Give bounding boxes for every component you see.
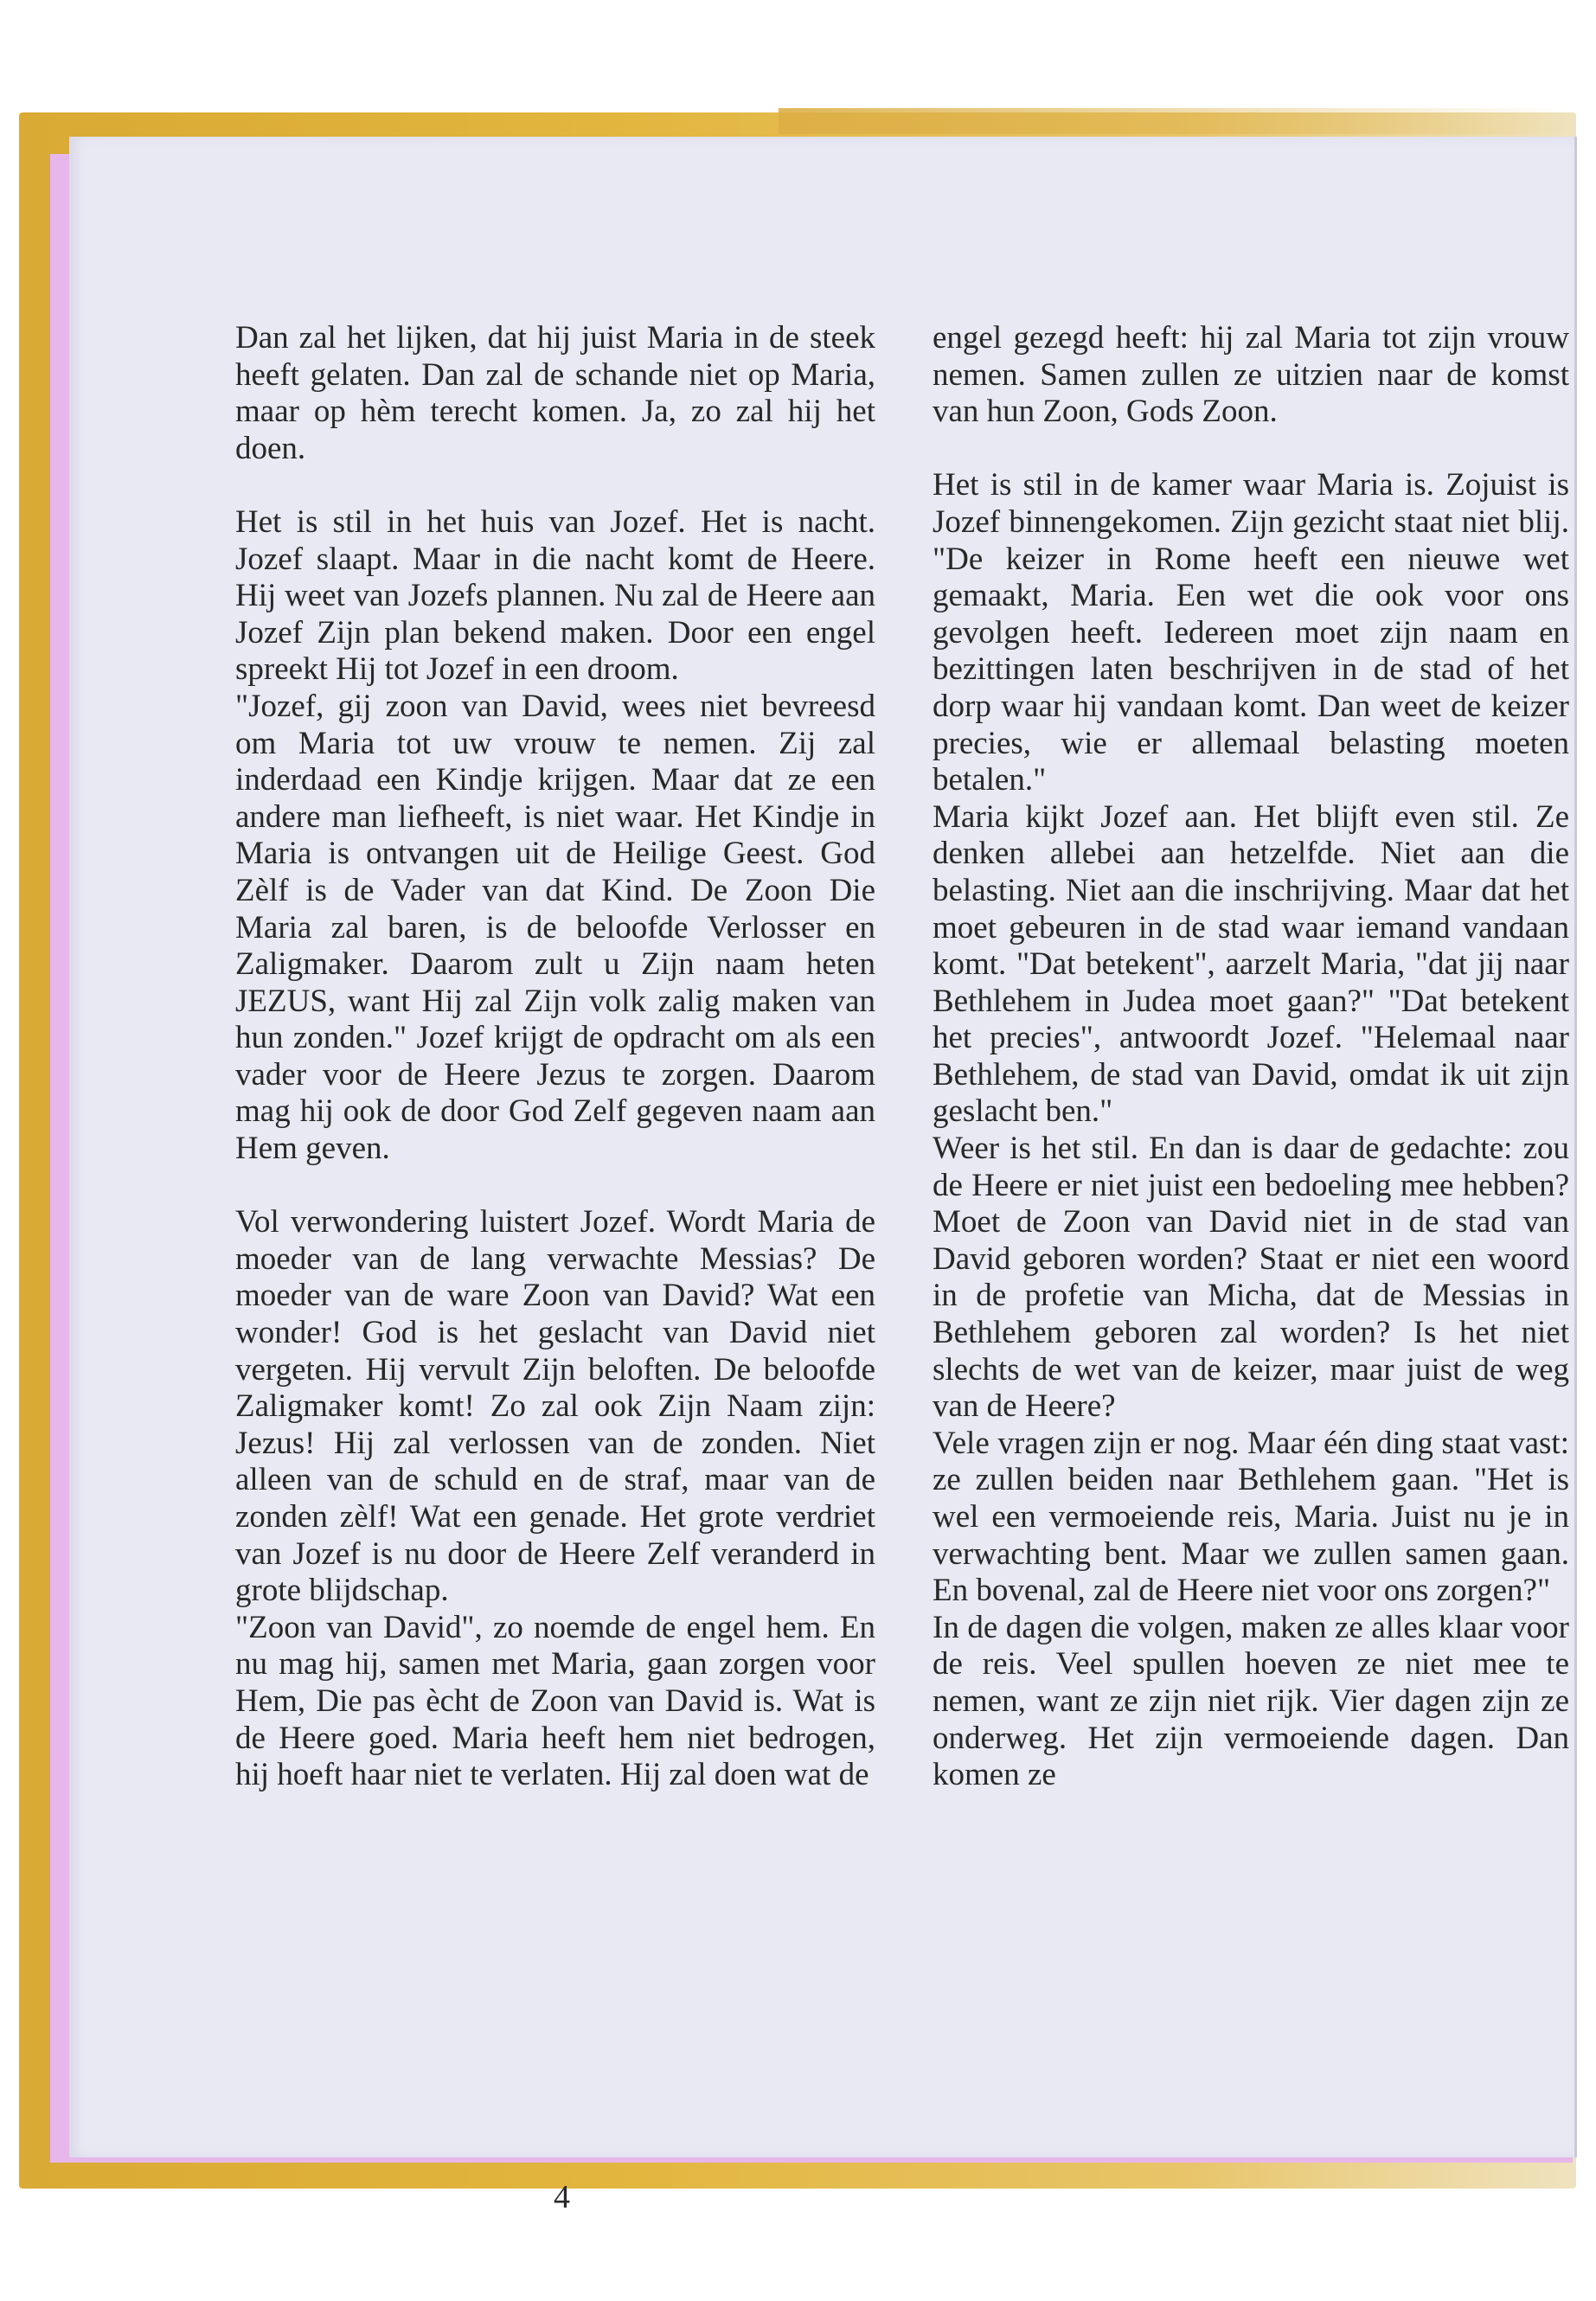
paragraph: Het is stil in het huis van Jozef. Het is nacht. Jozef slaapt. Maar in die nacht komt de Heere. Hij weet van Jozefs plannen. Nu zal de Heere aan Jozef Zijn plan bekend maken. Door een engel spreekt Hij tot Jozef in een droom. [235,503,875,688]
paragraph: In de dagen die volgen, maken ze alles klaar voor de reis. Veel spullen hoeven ze niet mee te nemen, want ze zijn niet rijk. Vier dagen zijn ze onderweg. Het zijn vermoeiende dagen. Dan komen ze [933,1609,1569,1793]
paragraph: engel gezegd heeft: hij zal Maria tot zijn vrouw nemen. Samen zullen ze uitzien naar de komst van hun Zoon, Gods Zoon. [933,320,1569,430]
page-number: 4 [554,2179,570,2215]
right-text-column [933,320,1569,1794]
book-cover-top-edge [779,108,1574,134]
book-page [69,137,1577,2215]
paragraph: Dan zal het lijken, dat hij juist Maria in de steek heeft gelaten. Dan zal de schande niet op Maria, maar op hèm terecht komen. Ja, zo zal hij het doen. [235,320,875,466]
paragraph: Vol verwondering luistert Jozef. Wordt Maria de moeder van de lang verwachte Messias? De moeder van de ware Zoon van David? Wat een wonder! God is het geslacht van David niet vergeten. Hij vervult Zijn beloften. De beloofde Zaligmaker komt! Zo zal ook Zijn Naam zijn: Jezus! Hij zal verlossen van de zonden. Niet alleen van de schuld en de straf, maar van de zonden zèlf! Wat een genade. Het grote verdriet van Jozef is nu door de Heere Zelf veranderd in grote blijdschap. [235,1204,875,1609]
paragraph: Vele vragen zijn er nog. Maar één ding staat vast: ze zullen beiden naar Bethlehem gaan. "Het is wel een vermoeiende reis, Maria. Juist nu je in verwachting bent. Maar we zullen samen gaan. En bovenal, zal de Heere niet voor ons zorgen?" [933,1425,1569,1609]
paragraph: "Jozef, gij zoon van David, wees niet bevreesd om Maria tot uw vrouw te nemen. Zij zal inderdaad een Kindje krijgen. Maar dat ze een andere man liefheeft, is niet waar. Het Kindje in Maria is ontvangen uit de Heilige Geest. God Zèlf is de Vader van dat Kind. De Zoon Die Maria zal baren, is de beloofde Verlosser en Zaligmaker. Daarom zult u Zijn naam heten JEZUS, want Hij zal Zijn volk zalig maken van hun zonden." Jozef krijgt de opdracht om als een vader voor de Heere Jezus te zorgen. Daarom mag hij ook de door God Zelf gegeven naam aan Hem geven. [235,688,875,1167]
paragraph: "Zoon van David", zo noemde de engel hem. En nu mag hij, samen met Maria, gaan zorgen voor Hem, Die pas ècht de Zoon van David is. Wat is de Heere goed. Maria heeft hem niet bedrogen, hij hoeft haar niet te verlaten. Hij zal doen wat de [235,1609,875,1793]
paragraph: Het is stil in de kamer waar Maria is. Zojuist is Jozef binnengekomen. Zijn gezicht staat niet blij. "De keizer in Rome heeft een nieuwe wet gemaakt, Maria. Een wet die ook voor ons gevolgen heeft. Iedereen moet zijn naam en bezittingen laten beschrijven in de stad of het dorp waar hij vandaan komt. Dan weet de keizer precies, wie er allemaal belasting moeten betalen." [933,467,1569,798]
left-text-column [235,320,875,1794]
paragraph: Weer is het stil. En dan is daar de gedachte: zou de Heere er niet juist een bedoeling mee hebben? Moet de Zoon van David niet in de stad van David geboren worden? Staat er niet een woord in de profetie van Micha, dat de Messias in Bethlehem geboren zal worden? Is het niet slechts de wet van de keizer, maar juist de weg van de Heere? [933,1131,1569,1425]
paragraph: Maria kijkt Jozef aan. Het blijft even stil. Ze denken allebei aan hetzelfde. Niet aan die belasting. Niet aan die inschrijving. Maar dat het moet gebeuren in de stad waar iemand vandaan komt. "Dat betekent", aarzelt Maria, "dat jij naar Bethlehem in Judea moet gaan?" "Dat betekent het precies", antwoordt Jozef. "Helemaal naar Bethlehem, de stad van David, omdat ik uit zijn geslacht ben." [933,798,1569,1130]
